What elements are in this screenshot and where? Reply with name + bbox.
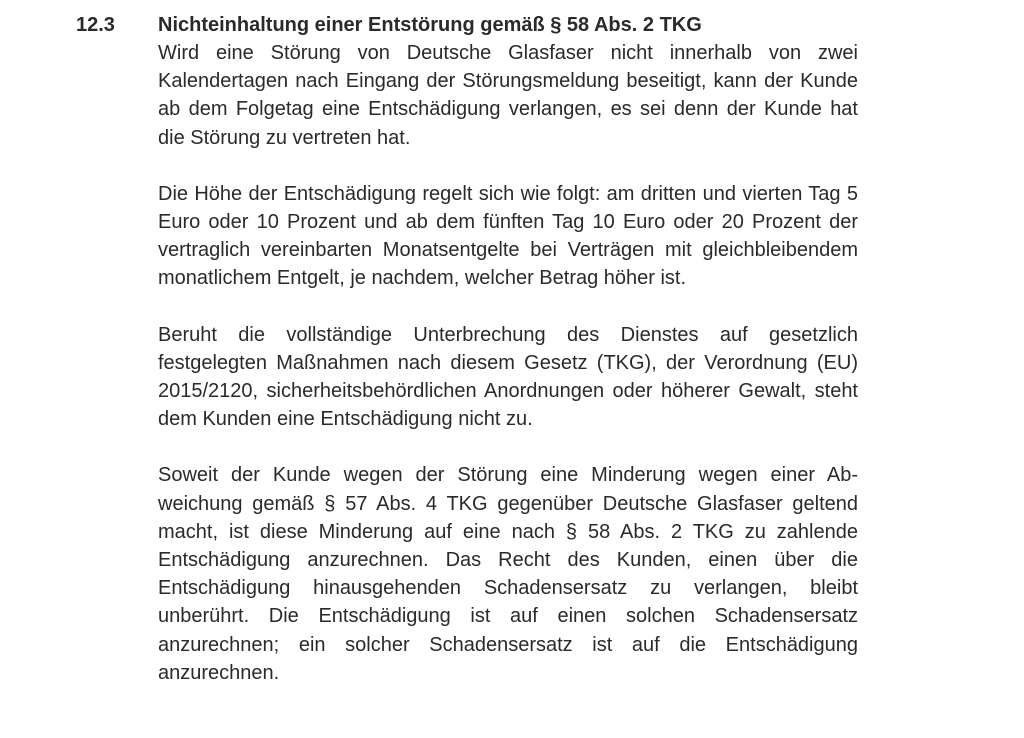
section-number: 12.3 (76, 14, 115, 36)
paragraph-reduction-offset: Soweit der Kunde wegen der Störung eine Minderung wegen einer Abweichung gemäß § 57 Abs. 4 TKG gegenüber Deutsche Glasfaser geltend macht, ist diese Minderung auf eine nach § 58 Abs. 2 TKG zu zahlende Entschädigung anzurechnen. Das Recht des Kunden, einen über die Entschädigung hinausgehenden Schadensersatz zu verlangen, bleibt unberührt. Die Entschädigung ist auf einen solchen Schadensersatz anzurechnen; ein solcher Schadensersatz ist auf die Entschädigung anzurechnen. (158, 464, 858, 684)
paragraph-exclusions: Beruht die vollständige Unterbrechung des Dienstes auf gesetzlich festgelegten Maßnahmen nach diesem Gesetz (TKG), der Verordnung (EU) 2015/2120, sicherheitsbehördlichen Anordnungen oder höherer Gewalt, steht dem Kunden eine Entschädigung nicht zu. (158, 323, 858, 431)
paragraph-disruption-compensation: Wird eine Störung von Deutsche Glasfaser nicht innerhalb von zwei Kalendertagen nach Eingang der Störungsmeldung beseitigt, kann der Kunde ab dem Folgetag eine Entschädigung verlangen, es sei denn der Kunde hat die Störung zu vertreten hat. (158, 42, 858, 149)
section-content (158, 11, 858, 687)
paragraph-compensation-amount: Die Höhe der Entschädigung regelt sich wie folgt: am dritten und vierten Tag 5 Euro oder 10 Prozent und ab dem fünften Tag 10 Euro oder 20 Prozent der vertraglich vereinbarten Monatsentgelte bei Verträgen mit gleichbleibendem monatlichem Entgelt, je nachdem, welcher Betrag höher ist. (158, 182, 858, 290)
section-title: Nichteinhaltung einer Entstörung gemäß § 58 Abs. 2 TKG (158, 14, 702, 36)
